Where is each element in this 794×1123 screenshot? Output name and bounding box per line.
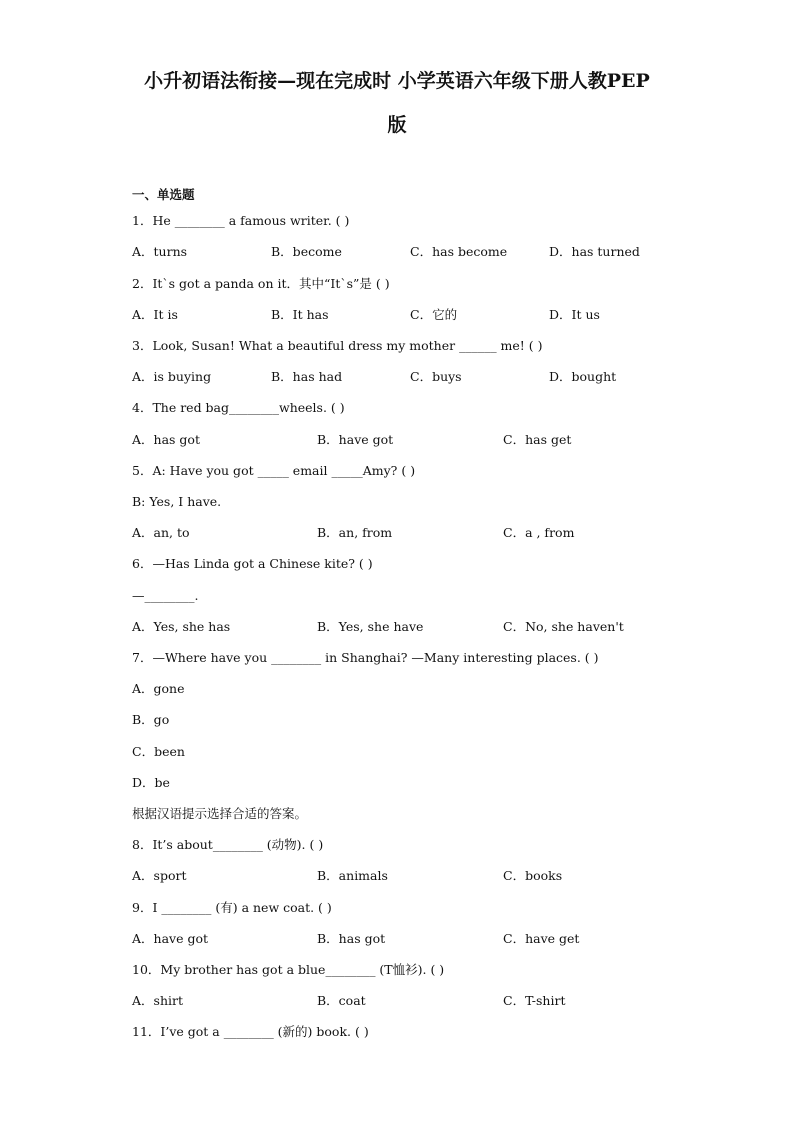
question-3-option-c[interactable]: C．buys [410,369,462,384]
page-title-line-2: 版 [387,114,407,136]
question-6-option-a[interactable]: A．Yes, she has [132,619,231,634]
page-title-line-1: 小升初语法衔接—现在完成时 小学英语六年级下册人教PEP [144,70,650,92]
question-2-option-b[interactable]: B．It has [271,307,329,322]
question-2-stem: 2．It`s got a panda on it．其中“It`s”是 ( ) [132,276,390,291]
question-7-option-a[interactable]: A．gone [132,681,185,696]
question-3-option-a[interactable]: A．is buying [132,369,212,384]
question-10-stem: 10．My brother has got a blue________ (T恤衫). ( ) [132,962,445,977]
question-1-option-b[interactable]: B．become [271,244,342,259]
question-6-answer-blank: —________. [132,588,199,603]
question-6-stem: 6．—Has Linda got a Chinese kite? ( ) [132,556,373,571]
question-3-option-d[interactable]: D．bought [549,369,617,384]
question-7-option-d[interactable]: D．be [132,775,170,790]
instruction-text: 根据汉语提示选择合适的答案。 [132,806,308,821]
question-7-option-c[interactable]: C．been [132,744,185,759]
question-6-option-c[interactable]: C．No, she haven't [503,619,624,634]
question-1-option-c[interactable]: C．has become [410,244,508,259]
question-2-option-a[interactable]: A．It is [132,307,178,322]
section-heading: 一、单选题 [132,187,195,202]
question-1-option-d[interactable]: D．has turned [549,244,640,259]
question-8-option-b[interactable]: B．animals [317,868,388,883]
question-10-option-c[interactable]: C．T-shirt [503,993,566,1008]
question-4-option-a[interactable]: A．has got [132,432,200,447]
question-4-option-b[interactable]: B．have got [317,432,394,447]
question-9-option-a[interactable]: A．have got [132,931,209,946]
question-2-option-d[interactable]: D．It us [549,307,600,322]
question-5-option-c[interactable]: C．a , from [503,525,575,540]
question-3-stem: 3．Look, Susan! What a beautiful dress my mother ______ me! ( ) [132,338,543,353]
question-7-stem: 7．—Where have you ________ in Shanghai? —Many interesting places. ( ) [132,650,599,665]
question-8-option-a[interactable]: A．sport [132,868,187,883]
question-9-stem: 9．I ________ (有) a new coat. ( ) [132,900,332,915]
question-9-option-c[interactable]: C．have get [503,931,580,946]
question-3-option-b[interactable]: B．has had [271,369,343,384]
question-10-option-b[interactable]: B．coat [317,993,366,1008]
question-10-option-a[interactable]: A．shirt [132,993,183,1008]
question-1-option-a[interactable]: A．turns [132,244,188,259]
question-5-dialogue: B: Yes, I have. [132,494,222,509]
question-9-option-b[interactable]: B．has got [317,931,386,946]
question-6-option-b[interactable]: B．Yes, she have [317,619,424,634]
question-5-option-b[interactable]: B．an, from [317,525,393,540]
question-1-stem: 1．He ________ a famous writer. ( ) [132,213,350,228]
question-8-stem: 8．It’s about________ (动物). ( ) [132,837,324,852]
question-11-stem: 11．I’ve got a ________ (新的) book. ( ) [132,1024,369,1039]
question-4-stem: 4．The red bag________wheels. ( ) [132,400,345,415]
question-5-stem: 5．A: Have you got _____ email _____Amy? ( ) [132,463,416,478]
question-7-option-b[interactable]: B．go [132,712,170,727]
question-5-option-a[interactable]: A．an, to [132,525,190,540]
question-8-option-c[interactable]: C．books [503,868,563,883]
question-4-option-c[interactable]: C．has get [503,432,572,447]
question-2-option-c[interactable]: C．它的 [410,307,458,322]
